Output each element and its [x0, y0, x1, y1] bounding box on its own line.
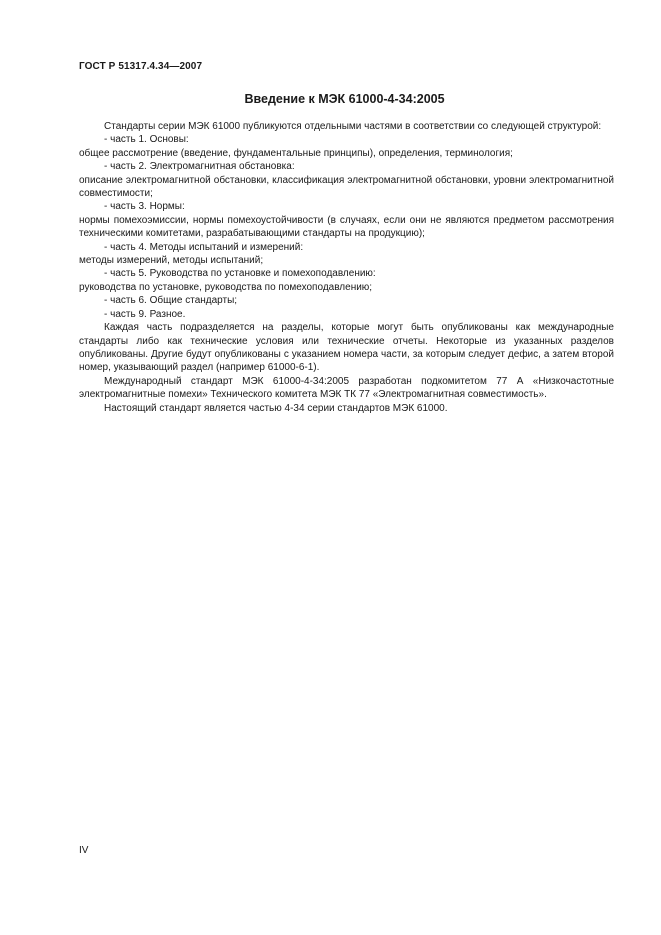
section-title: Введение к МЭК 61000-4-34:2005	[244, 92, 445, 106]
list-item-part-3: - часть 3. Нормы:	[104, 201, 185, 213]
list-item-part-2-description: описание электромагнитной обстановки, классификация электромагнитной обстановки, уровни электромагнитной совместимости;	[79, 174, 614, 200]
paragraph-intro: Стандарты серии МЭК 61000 публикуются отдельными частями в соответствии со следующей структурой:	[104, 121, 602, 132]
list-item-part-4-description: методы измерений, методы испытаний;	[79, 255, 264, 267]
list-item-part-6: - часть 6. Общие стандарты;	[104, 295, 238, 307]
list-item-part-4: - часть 4. Методы испытаний и измерений:	[104, 241, 304, 253]
list-item-part-2: - часть 2. Электромагнитная обстановка:	[104, 161, 295, 173]
paragraph-international-standard: Международный стандарт МЭК 61000-4-34:2005 разработан подкомитетом 77 А «Низкочастотные электромагнитные помехи» Технического комитета МЭК ТК 77 «Электромагнитная совместимость».	[79, 375, 614, 401]
list-item-part-1-description: общее рассмотрение (введение, фундаментальные принципы), определения, терминология;	[79, 147, 513, 159]
page-number: IV	[79, 845, 89, 856]
list-item-part-3-description: нормы помехоэмиссии, нормы помехоустойчивости (в случаях, если они не являются предметом рассмотрения техническими комитетами, разрабатывающими стандарты на продукцию);	[79, 214, 614, 240]
paragraph-this-standard: Настоящий стандарт является частью 4-34 серии стандартов МЭК 61000.	[104, 402, 448, 414]
document-code-header: ГОСТ Р 51317.4.34—2007	[79, 61, 203, 72]
list-item-part-9: - часть 9. Разное.	[104, 308, 186, 320]
list-item-part-1: - часть 1. Основы:	[104, 134, 189, 146]
paragraph-sections: Каждая часть подразделяется на разделы, которые могут быть опубликованы как международные стандарты либо как технические условия или технические отчеты. Некоторые из указанных разделов опубликованы. Другие будут опубликованы с указанием номера части, за которым следует дефис, а затем второй номер, указывающий раздел (например 61000-6-1).	[79, 322, 614, 374]
list-item-part-5-description: руководства по установке, руководства по помехоподавлению;	[79, 281, 373, 293]
body-text	[79, 120, 614, 415]
list-item-part-5: - часть 5. Руководства по установке и помехоподавлению:	[104, 268, 376, 280]
